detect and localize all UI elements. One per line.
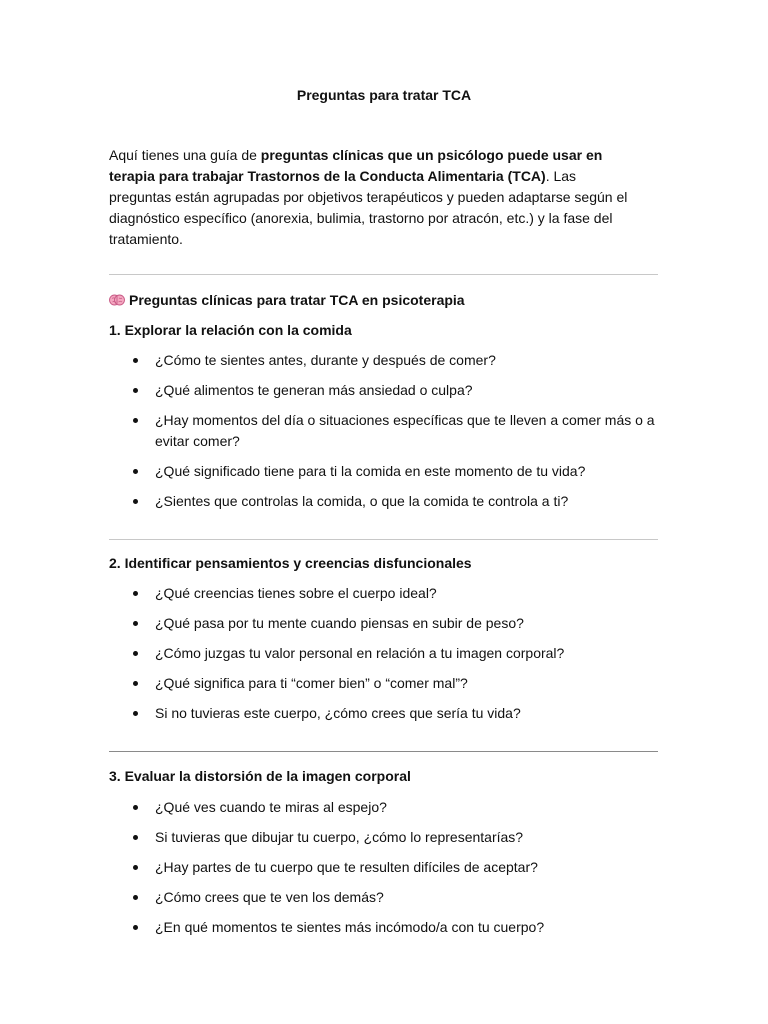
bullet: [133, 925, 138, 930]
divider: [109, 274, 658, 275]
section-heading-1: 1. Explorar la relación con la comida: [109, 322, 352, 338]
list-item: [109, 380, 658, 401]
list-item: [109, 350, 658, 371]
bullet: [133, 621, 138, 626]
bullet: [133, 865, 138, 870]
bullet: [133, 469, 138, 474]
list-item: [109, 491, 658, 512]
list-item: [109, 461, 658, 482]
question-text: ¿Qué significado tiene para ti la comida en este momento de tu vida?: [155, 463, 586, 479]
document-title: Preguntas para tratar TCA: [296, 87, 472, 103]
intro-paragraph: [109, 145, 639, 250]
list-item: [109, 703, 658, 724]
divider: [109, 539, 658, 540]
question-text: ¿Qué alimentos te generan más ansiedad o culpa?: [155, 382, 473, 398]
question-text: ¿Sientes que controlas la comida, o que la comida te controla a ti?: [155, 493, 569, 509]
list-item: [109, 797, 658, 818]
question-list-1: [109, 350, 658, 512]
question-text: ¿Qué pasa por tu mente cuando piensas en subir de peso?: [155, 615, 524, 631]
list-item: [109, 917, 658, 938]
list-item: [109, 410, 658, 452]
question-text: ¿Hay partes de tu cuerpo que te resulten difíciles de aceptar?: [155, 859, 538, 875]
list-item: [109, 857, 658, 878]
list-item: [109, 673, 658, 694]
list-item: [109, 827, 658, 848]
question-text: ¿Cómo crees que te ven los demás?: [155, 889, 384, 905]
question-text: ¿Cómo te sientes antes, durante y después de comer?: [155, 352, 496, 368]
intro-text-end: . Las preguntas están agrupadas por objetivos terapéuticos y pueden adaptarse según el diagnóstico específico (anorexia, bulimia, trastorno por atracón, etc.) y la fase del tratamiento.: [109, 168, 628, 247]
list-item: [109, 613, 658, 634]
section-subtitle: [109, 291, 465, 309]
bullet: [133, 358, 138, 363]
bullet: [133, 805, 138, 810]
bullet: [133, 651, 138, 656]
question-text: ¿Hay momentos del día o situaciones específicas que te lleven a comer más o a evitar comer?: [155, 412, 655, 449]
section-subtitle-text: Preguntas clínicas para tratar TCA en psicoterapia: [129, 292, 465, 308]
list-item: [109, 583, 658, 604]
bullet: [133, 711, 138, 716]
bullet: [133, 681, 138, 686]
divider: [109, 751, 658, 752]
brain-icon: [109, 294, 125, 306]
section-heading-2: 2. Identificar pensamientos y creencias disfuncionales: [109, 555, 472, 571]
intro-text-bold: preguntas clínicas que un psicólogo puede usar en terapia para trabajar Trastornos de la Conducta Alimentaria (TCA): [109, 147, 603, 184]
bullet: [133, 591, 138, 596]
section-heading-3: 3. Evaluar la distorsión de la imagen corporal: [109, 768, 411, 784]
bullet: [133, 835, 138, 840]
list-item: [109, 887, 658, 908]
bullet: [133, 895, 138, 900]
question-list-3: [109, 797, 658, 938]
question-text: Si no tuvieras este cuerpo, ¿cómo crees que sería tu vida?: [155, 705, 521, 721]
question-text: ¿Cómo juzgas tu valor personal en relación a tu imagen corporal?: [155, 645, 565, 661]
bullet: [133, 388, 138, 393]
question-list-2: [109, 583, 658, 724]
list-item: [109, 643, 658, 664]
bullet: [133, 418, 138, 423]
question-text: ¿Qué creencias tienes sobre el cuerpo ideal?: [155, 585, 437, 601]
bullet: [133, 499, 138, 504]
question-text: Si tuvieras que dibujar tu cuerpo, ¿cómo lo representarías?: [155, 829, 524, 845]
question-text: ¿Qué ves cuando te miras al espejo?: [155, 799, 387, 815]
question-text: ¿Qué significa para ti “comer bien” o “comer mal”?: [155, 675, 468, 691]
intro-text-start: Aquí tienes una guía de: [109, 147, 261, 163]
question-text: ¿En qué momentos te sientes más incómodo/a con tu cuerpo?: [155, 919, 545, 935]
